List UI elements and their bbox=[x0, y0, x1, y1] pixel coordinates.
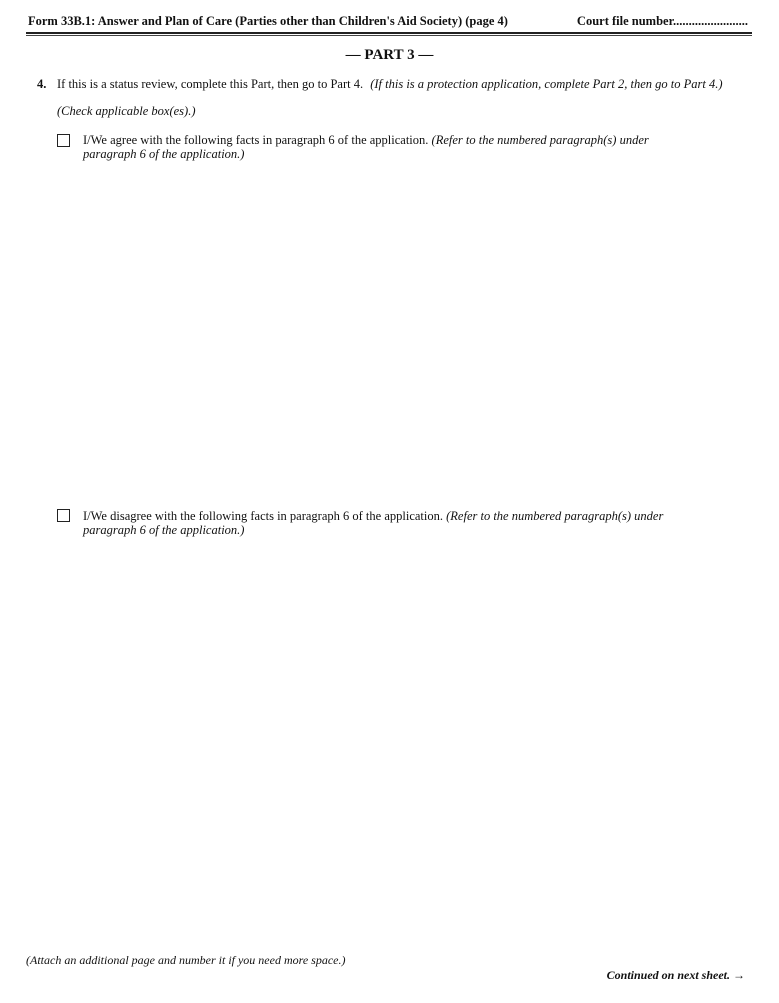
question-number: 4. bbox=[37, 77, 47, 91]
part-heading: — PART 3 — bbox=[345, 47, 434, 63]
continued-text: Continued on next sheet. bbox=[606, 968, 730, 982]
right-arrow-icon: → bbox=[733, 968, 745, 982]
disagree-facts-writing-area[interactable] bbox=[83, 545, 733, 935]
question-text bbox=[57, 77, 723, 92]
agree-option-note: (Refer to the numbered paragraph(s) under paragraph 6 of the application.) bbox=[83, 133, 649, 161]
question-note: (If this is a protection application, complete Part 2, then go to Part 4.) bbox=[370, 77, 723, 91]
disagree-checkbox[interactable] bbox=[57, 509, 70, 522]
page-header bbox=[26, 13, 752, 31]
check-instruction: (Check applicable box(es).) bbox=[57, 104, 196, 118]
court-file-number-field[interactable]: Court file number........................ bbox=[576, 14, 748, 28]
form-title: Form 33B.1: Answer and Plan of Care (Parties other than Children's Aid Society) (page 4) bbox=[28, 14, 508, 28]
attach-page-note: (Attach an additional page and number it if you need more space.) bbox=[26, 953, 346, 967]
header-rule-thin bbox=[26, 35, 752, 36]
continued-note bbox=[607, 968, 745, 983]
disagree-option-note: (Refer to the numbered paragraph(s) under paragraph 6 of the application.) bbox=[83, 509, 664, 537]
question-instruction: If this is a status review, complete this Part, then go to Part 4. bbox=[57, 77, 364, 91]
agree-option-label bbox=[83, 133, 673, 161]
disagree-option-label bbox=[83, 509, 673, 537]
agree-facts-writing-area[interactable] bbox=[83, 170, 733, 490]
disagree-option-text: I/We disagree with the following facts in paragraph 6 of the application. bbox=[83, 509, 443, 523]
header-rule-thick bbox=[26, 32, 752, 34]
agree-checkbox[interactable] bbox=[57, 134, 70, 147]
agree-option-text: I/We agree with the following facts in paragraph 6 of the application. bbox=[83, 133, 429, 147]
